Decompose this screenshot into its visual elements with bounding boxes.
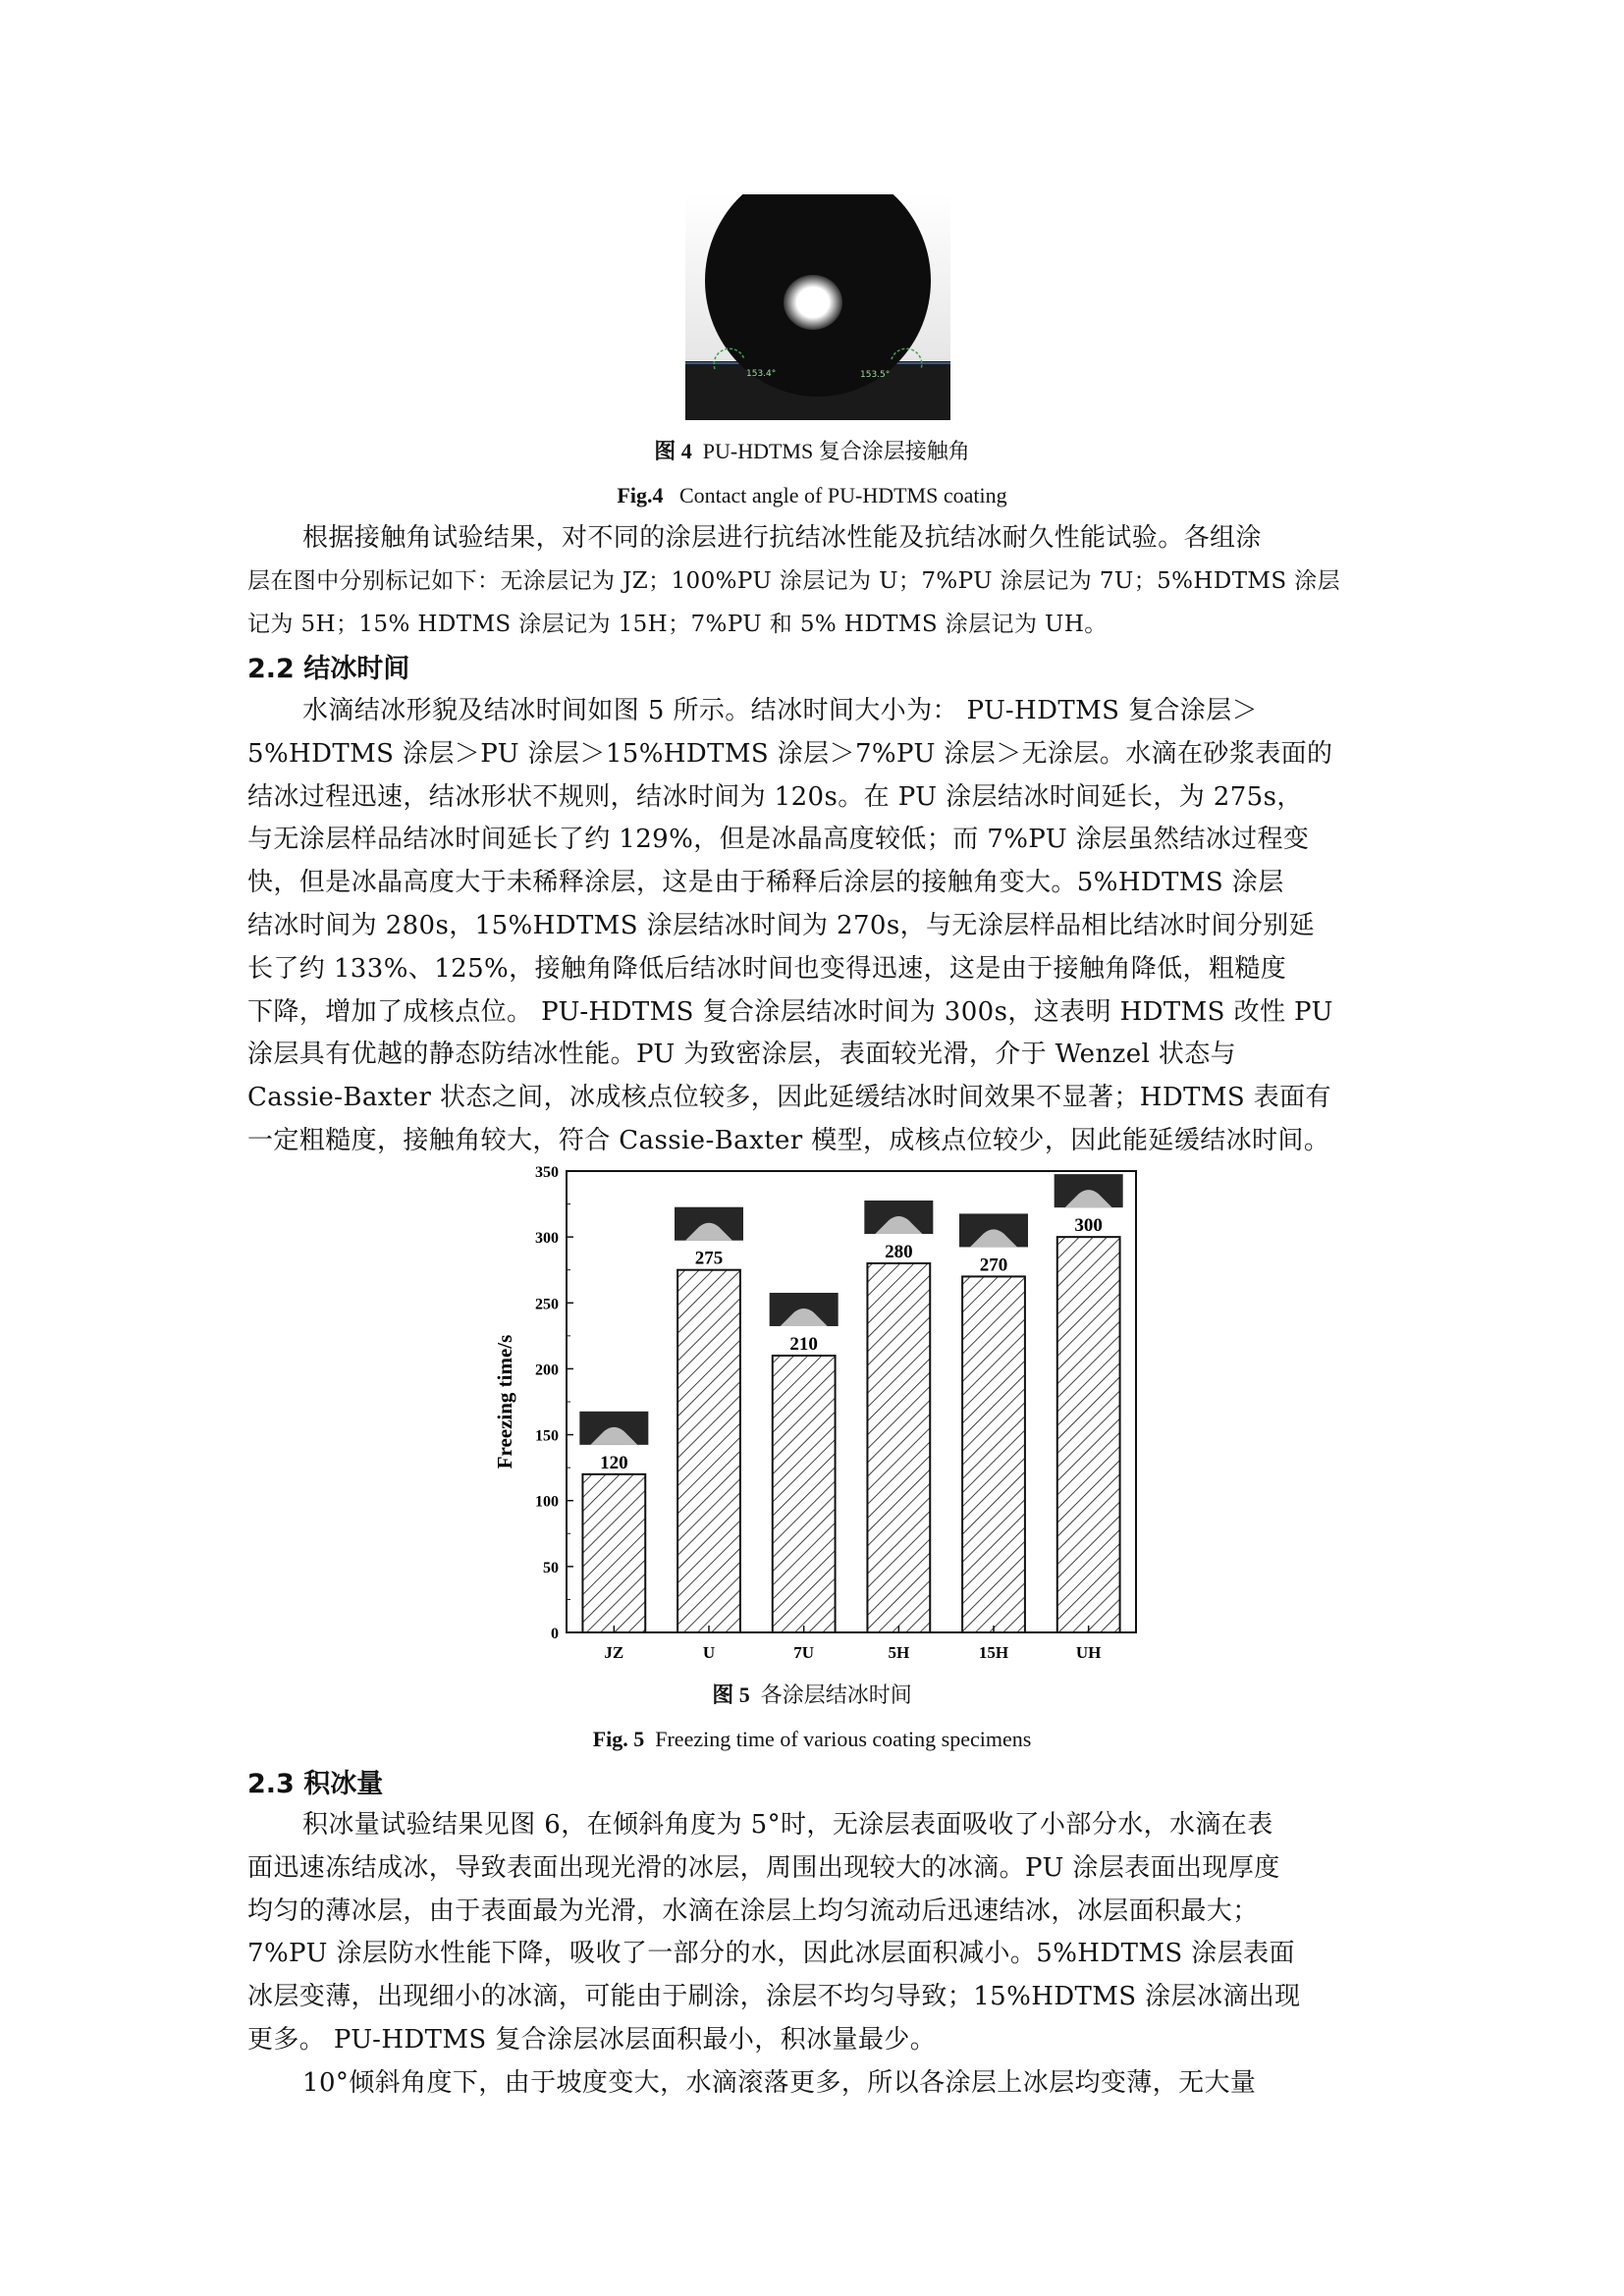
fig4-text-en: Contact angle of PU-HDTMS coating	[678, 483, 1007, 507]
section-title: 积冰量	[303, 1769, 384, 1799]
x-tick-label-UH: UH	[1075, 1643, 1102, 1662]
y-tick-label: 300	[535, 1230, 559, 1248]
section-heading-2-2	[247, 652, 409, 687]
paragraph-ice-accumulation	[247, 1804, 1388, 2106]
plot-frame	[567, 1171, 1136, 1632]
text-line: 面迅速冻结成冰，导致表面出现光滑的冰层，周围出现较大的冰滴。PU 涂层表面出现厚度	[247, 1852, 1280, 1883]
fig5-label-cn: 图 5	[712, 1682, 750, 1707]
droplet-highlight	[784, 275, 842, 330]
text-line: 与无涂层样品结冰时间延长了约 129%，但是冰晶高度较低；而 7%PU 涂层虽然结冰过程变	[247, 825, 1310, 855]
text-line: 一定粗糙度，接触角较大，符合 Cassie-Baxter 模型，成核点位较少，因此能延缓结冰时间。	[247, 1125, 1330, 1155]
text-line: 快，但是冰晶高度大于未稀释涂层，这是由于稀释后涂层的接触角变大。5%HDTMS 涂层	[247, 868, 1284, 898]
y-tick-label: 50	[543, 1559, 559, 1576]
x-tick-label-7U: 7U	[793, 1643, 815, 1662]
data-label-U: 275	[694, 1248, 724, 1269]
fig4-label-en: Fig.4	[617, 483, 664, 507]
x-tick-label-JZ: JZ	[604, 1643, 624, 1662]
contact-angle-left: 153.4°	[746, 369, 777, 379]
y-tick-label: 150	[535, 1427, 559, 1445]
y-tick-label: 200	[535, 1362, 559, 1379]
data-label-7U: 210	[789, 1334, 818, 1355]
y-tick-label: 250	[535, 1296, 559, 1313]
y-tick-label: 100	[535, 1493, 559, 1511]
text-line: 结冰过程迅速，结冰形状不规则，结冰时间为 120s。在 PU 涂层结冰时间延长，为 275s，	[247, 781, 1303, 812]
text-line: 更多。 PU-HDTMS 复合涂层冰层面积最小，积冰量最少。	[247, 2024, 937, 2055]
x-tick-label-U: U	[702, 1643, 716, 1662]
text-line: 下降，增加了成核点位。 PU-HDTMS 复合涂层结冰时间为 300s，这表明 HDTMS 改性 PU	[247, 996, 1333, 1027]
fig5-caption-cn	[0, 1682, 1624, 1709]
fig4-label-cn: 图 4	[654, 439, 692, 463]
fig5-text-cn: 各涂层结冰时间	[760, 1682, 912, 1707]
bar-JZ	[582, 1474, 645, 1632]
freezing-time-bar-chart	[486, 1163, 1154, 1674]
bar-5H	[867, 1263, 930, 1632]
text-line: 记为 5H；15% HDTMS 涂层记为 15H；7%PU 和 5% HDTMS 涂层记为 UH。	[247, 611, 1108, 637]
text-line: 涂层具有优越的静态防结冰性能。PU 为致密涂层，表面较光滑，介于 Wenzel 状态与	[247, 1040, 1237, 1070]
data-label-UH: 300	[1074, 1215, 1103, 1237]
bar-15H	[962, 1276, 1025, 1632]
fig4-text-cn: PU-HDTMS 复合涂层接触角	[702, 439, 970, 463]
text-line: 7%PU 涂层防水性能下降，吸收了一部分的水，因此冰层面积减小。5%HDTMS 涂层表面	[247, 1939, 1295, 1969]
text-line: 结冰时间为 280s，15%HDTMS 涂层结冰时间为 270s，与无涂层样品相比结冰时间分别延	[247, 910, 1316, 940]
data-label-5H: 280	[885, 1242, 913, 1262]
fig5-label-en: Fig. 5	[592, 1727, 645, 1751]
text-line: 水滴结冰形貌及结冰时间如图 5 所示。结冰时间大小为： PU-HDTMS 复合涂层＞	[302, 696, 1258, 725]
y-axis-label: Freezing time/s	[493, 1334, 516, 1469]
section-number: 2.3	[247, 1769, 295, 1799]
fig4-caption-cn	[0, 438, 1624, 465]
text-line: 均匀的薄冰层，由于表面最为光滑，水滴在涂层上均匀流动后迅速结冰，冰层面积最大；	[247, 1896, 1259, 1926]
text-line: 根据接触角试验结果，对不同的涂层进行抗结冰性能及抗结冰耐久性能试验。各组涂	[302, 523, 1262, 553]
fig4-caption-en	[0, 482, 1624, 509]
text-line: 长了约 133%、125%，接触角降低后结冰时间也变得迅速，这是由于接触角降低，粗糙度	[247, 953, 1287, 984]
x-tick-label-15H: 15H	[978, 1643, 1009, 1662]
paragraph-coating-labels	[247, 517, 1388, 646]
contact-angle-right: 153.5°	[860, 370, 891, 380]
bar-7U	[773, 1356, 836, 1632]
bar-UH	[1057, 1237, 1120, 1632]
contact-angle-photo	[685, 194, 950, 420]
data-label-JZ: 120	[600, 1452, 628, 1473]
text-line: 积冰量试验结果见图 6，在倾斜角度为 5°时，无涂层表面吸收了小部分水，水滴在表	[302, 1810, 1273, 1840]
text-line: 冰层变薄，出现细小的冰滴，可能由于刷涂，涂层不均匀导致；15%HDTMS 涂层冰滴出现	[247, 1982, 1301, 2012]
fig5-caption-en	[0, 1726, 1624, 1753]
text-line: 5%HDTMS 涂层＞PU 涂层＞15%HDTMS 涂层＞7%PU 涂层＞无涂层。水滴在砂浆表面的	[247, 738, 1333, 769]
section-number: 2.2	[247, 654, 295, 684]
section-heading-2-3	[247, 1767, 383, 1802]
fig5-text-en: Freezing time of various coating specimens	[655, 1727, 1032, 1751]
text-line: Cassie-Baxter 状态之间，冰成核点位较多，因此延缓结冰时间效果不显著；HDTMS 表面有	[247, 1083, 1331, 1113]
y-tick-label: 0	[551, 1626, 559, 1642]
paragraph-freezing-time	[247, 690, 1388, 1163]
text-line: 层在图中分别标记如下：无涂层记为 JZ；100%PU 涂层记为 U；7%PU 涂层记为 7U；5%HDTMS 涂层	[247, 567, 1341, 594]
data-label-15H: 270	[979, 1255, 1008, 1276]
bar-U	[677, 1270, 740, 1632]
x-tick-label-5H: 5H	[888, 1643, 910, 1662]
y-tick-label: 350	[535, 1164, 559, 1181]
section-title: 结冰时间	[303, 654, 410, 684]
text-line: 10°倾斜角度下，由于坡度变大，水滴滚落更多，所以各涂层上冰层均变薄，无大量	[302, 2067, 1257, 2098]
